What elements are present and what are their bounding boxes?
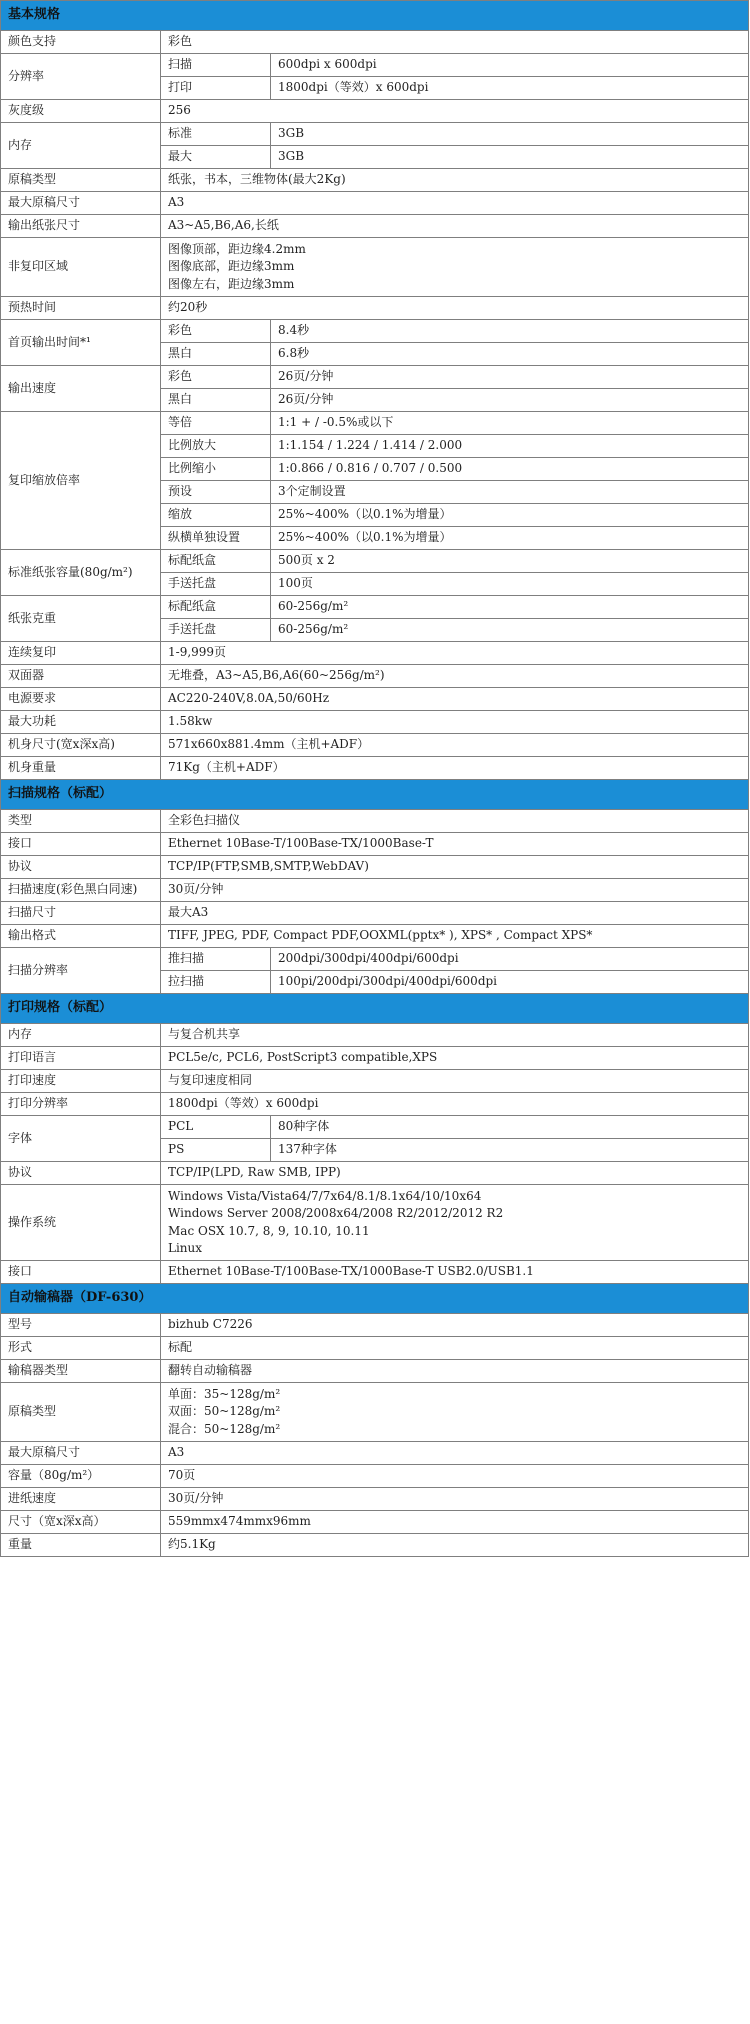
spec-row [1,192,749,215]
spec-label: 灰度级 [1,100,161,123]
spec-label: 打印语言 [1,1047,161,1070]
spec-row [1,925,749,948]
spec-label: 颜色支持 [1,31,161,54]
spec-label: 最大原稿尺寸 [1,1442,161,1465]
spec-row [1,1488,749,1511]
spec-label: 非复印区域 [1,238,161,297]
spec-value-line: 3GB [278,126,305,141]
spec-label: 机身重量 [1,757,161,780]
spec-label: 接口 [1,1261,161,1284]
spec-row [1,711,749,734]
spec-value-line: A3~A5,B6,A6,长纸 [168,218,279,233]
spec-value [271,54,749,77]
spec-value-line: Windows Server 2008/2008x64/2008 R2/2012/2012 R2 [168,1206,504,1221]
spec-value-line: 60-256g/m² [278,599,349,614]
spec-value-line: TCP/IP(FTP,SMB,SMTP,WebDAV) [168,859,369,874]
spec-value [161,297,749,320]
spec-value [271,123,749,146]
spec-value-line: 全彩色扫描仪 [168,813,241,828]
spec-value [161,1360,749,1383]
section-header-row [1,780,749,810]
spec-value [271,550,749,573]
spec-value [271,343,749,366]
spec-label: 标准纸张容量(80g/m²) [1,550,161,596]
spec-value-line: 25%~400%（以0.1%为增量） [278,530,452,545]
spec-value-line: 200dpi/300dpi/400dpi/600dpi [278,951,459,966]
spec-value [271,77,749,100]
spec-label: 型号 [1,1314,161,1337]
spec-value-line: 1:1 + / -0.5%或以下 [278,415,394,430]
spec-value-line: 70页 [168,1468,196,1483]
spec-value [161,665,749,688]
spec-row [1,1070,749,1093]
spec-label: 原稿类型 [1,169,161,192]
spec-value [161,1024,749,1047]
spec-value [161,711,749,734]
spec-value [161,1465,749,1488]
spec-value [161,1261,749,1284]
spec-value-line: 单面：35~128g/m² [168,1387,281,1402]
spec-row [1,1337,749,1360]
spec-label: 分辨率 [1,54,161,100]
spec-value [271,619,749,642]
spec-sublabel: PCL [161,1116,271,1139]
spec-value-line: 1800dpi（等效）x 600dpi [278,80,429,95]
spec-row [1,1116,749,1139]
spec-value-line: TCP/IP(LPD, Raw SMB, IPP) [168,1165,341,1180]
spec-value [161,1162,749,1185]
spec-sublabel: 手送托盘 [161,619,271,642]
spec-row [1,412,749,435]
spec-label: 输出格式 [1,925,161,948]
spec-sublabel: 预设 [161,481,271,504]
spec-row [1,1047,749,1070]
spec-row [1,1511,749,1534]
spec-row [1,169,749,192]
spec-value-line: 1800dpi（等效）x 600dpi [168,1096,319,1111]
spec-sublabel: 手送托盘 [161,573,271,596]
spec-row [1,642,749,665]
spec-sublabel: 标准 [161,123,271,146]
spec-row [1,1185,749,1261]
spec-row [1,31,749,54]
spec-row [1,665,749,688]
spec-value-line: 1:0.866 / 0.816 / 0.707 / 0.500 [278,461,463,476]
spec-sublabel: 打印 [161,77,271,100]
spec-row [1,366,749,389]
spec-label: 原稿类型 [1,1383,161,1442]
spec-value-line: 559mmx474mmx96mm [168,1514,311,1529]
spec-value [271,596,749,619]
spec-value-line: 图像底部，距边缘3mm [168,259,295,274]
spec-value-line: 8.4秒 [278,323,310,338]
spec-value-line: bizhub C7226 [168,1317,253,1332]
spec-row [1,757,749,780]
spec-value-line: 26页/分钟 [278,392,334,407]
spec-value [271,146,749,169]
spec-value-line: 3个定制设置 [278,484,346,499]
spec-sublabel: 最大 [161,146,271,169]
spec-value-line: 纸张，书本，三维物体(最大2Kg) [168,172,346,187]
spec-row [1,1162,749,1185]
spec-value-line: Ethernet 10Base-T/100Base-TX/1000Base-T [168,836,434,851]
spec-label: 接口 [1,833,161,856]
spec-row [1,856,749,879]
spec-label: 双面器 [1,665,161,688]
spec-value [161,1383,749,1442]
spec-value [161,1070,749,1093]
spec-row [1,810,749,833]
spec-value-line: PCL5e/c, PCL6, PostScript3 compatible,XPS [168,1050,438,1065]
spec-label: 输出速度 [1,366,161,412]
spec-value-line: 最大A3 [168,905,209,920]
spec-label: 内存 [1,123,161,169]
spec-value [161,833,749,856]
spec-sublabel: 标配纸盒 [161,596,271,619]
spec-value [161,1047,749,1070]
spec-row [1,902,749,925]
spec-value-line: 1-9,999页 [168,645,227,660]
spec-value [161,1093,749,1116]
section-header: 基本规格 [1,1,749,31]
spec-value-line: 约5.1Kg [168,1537,216,1552]
spec-label: 类型 [1,810,161,833]
spec-sublabel: 拉扫描 [161,971,271,994]
spec-value-line: 26页/分钟 [278,369,334,384]
spec-value [161,1185,749,1261]
spec-value [161,100,749,123]
spec-value-line: 双面：50~128g/m² [168,1404,281,1419]
spec-label: 机身尺寸(宽x深x高) [1,734,161,757]
spec-value-line: 100pi/200dpi/300dpi/400dpi/600dpi [278,974,498,989]
spec-label: 扫描尺寸 [1,902,161,925]
spec-row [1,1024,749,1047]
spec-label: 扫描分辨率 [1,948,161,994]
spec-row [1,1360,749,1383]
spec-sublabel: PS [161,1139,271,1162]
spec-value [271,971,749,994]
spec-sublabel: 黑白 [161,389,271,412]
spec-value [271,573,749,596]
spec-row [1,238,749,297]
spec-value [271,435,749,458]
spec-value-line: 图像顶部，距边缘4.2mm [168,242,306,257]
spec-value-line: 137种字体 [278,1142,337,1157]
spec-value [271,366,749,389]
spec-value-line: 256 [168,103,191,118]
spec-value-line: Mac OSX 10.7, 8, 9, 10.10, 10.11 [168,1223,370,1238]
spec-value-line: 600dpi x 600dpi [278,57,377,72]
spec-value [161,688,749,711]
spec-value [161,902,749,925]
spec-label: 电源要求 [1,688,161,711]
spec-row [1,1383,749,1442]
spec-label: 预热时间 [1,297,161,320]
section-header: 打印规格（标配） [1,994,749,1024]
spec-value [271,320,749,343]
spec-value [161,1511,749,1534]
spec-label: 操作系统 [1,1185,161,1261]
spec-row [1,688,749,711]
spec-value-line: 3GB [278,149,305,164]
spec-value [271,948,749,971]
spec-sublabel: 标配纸盒 [161,550,271,573]
spec-value [161,810,749,833]
spec-label: 首页输出时间*¹ [1,320,161,366]
spec-value-line: 无堆叠，A3~A5,B6,A6(60~256g/m²) [168,668,385,683]
spec-sublabel: 扫描 [161,54,271,77]
spec-row [1,100,749,123]
spec-row [1,215,749,238]
spec-value [161,1488,749,1511]
spec-value-line: Windows Vista/Vista64/7/7x64/8.1/8.1x64/10/10x64 [168,1189,482,1204]
spec-sublabel: 纵横单独设置 [161,527,271,550]
spec-value-line: 25%~400%（以0.1%为增量） [278,507,452,522]
spec-row [1,123,749,146]
spec-label: 纸张克重 [1,596,161,642]
spec-value [161,734,749,757]
spec-label: 形式 [1,1337,161,1360]
spec-value [161,1337,749,1360]
spec-value [271,527,749,550]
spec-value-line: 彩色 [168,34,193,49]
spec-value-line: 翻转自动输稿器 [168,1363,253,1378]
spec-sublabel: 比例放大 [161,435,271,458]
spec-row [1,833,749,856]
spec-value-line: TIFF, JPEG, PDF, Compact PDF,OOXML(pptx* ), XPS* , Compact XPS* [168,928,593,943]
spec-sublabel: 彩色 [161,320,271,343]
spec-value-line: A3 [168,195,185,210]
spec-value [161,31,749,54]
spec-sublabel: 推扫描 [161,948,271,971]
spec-label: 复印缩放倍率 [1,412,161,550]
spec-label: 输稿器类型 [1,1360,161,1383]
section-header: 自动输稿器（DF-630） [1,1284,749,1314]
spec-value [161,925,749,948]
spec-label: 最大功耗 [1,711,161,734]
spec-value [271,504,749,527]
spec-value [161,238,749,297]
spec-row [1,297,749,320]
spec-value-line: 1.58kw [168,714,213,729]
spec-value-line: 571x660x881.4mm（主机+ADF） [168,737,370,752]
spec-value [271,1139,749,1162]
spec-row [1,54,749,77]
spec-row [1,1093,749,1116]
spec-label: 字体 [1,1116,161,1162]
spec-label: 进纸速度 [1,1488,161,1511]
spec-value-line: 80种字体 [278,1119,330,1134]
spec-value-line: 71Kg（主机+ADF） [168,760,285,775]
spec-value-line: AC220-240V,8.0A,50/60Hz [168,691,330,706]
spec-label: 打印速度 [1,1070,161,1093]
spec-value-line: 与复合机共享 [168,1027,241,1042]
spec-value [161,879,749,902]
spec-sublabel: 彩色 [161,366,271,389]
spec-label: 重量 [1,1534,161,1557]
spec-label: 容量（80g/m²） [1,1465,161,1488]
spec-value [161,1314,749,1337]
spec-row [1,879,749,902]
spec-value [161,1534,749,1557]
spec-label: 打印分辨率 [1,1093,161,1116]
spec-label: 协议 [1,856,161,879]
spec-value [161,215,749,238]
spec-value-line: 100页 [278,576,313,591]
spec-row [1,550,749,573]
spec-value [271,1116,749,1139]
spec-row [1,1261,749,1284]
spec-value-line: 60-256g/m² [278,622,349,637]
spec-row [1,1465,749,1488]
spec-value [271,481,749,504]
spec-value-line: Ethernet 10Base-T/100Base-TX/1000Base-T USB2.0/USB1.1 [168,1264,534,1279]
spec-sublabel: 比例缩小 [161,458,271,481]
spec-value [161,757,749,780]
spec-label: 扫描速度(彩色黑白同速) [1,879,161,902]
spec-value [271,458,749,481]
spec-value [161,192,749,215]
section-header-row [1,1284,749,1314]
spec-value-line: 标配 [168,1340,193,1355]
spec-label: 协议 [1,1162,161,1185]
spec-row [1,948,749,971]
spec-label: 连续复印 [1,642,161,665]
spec-row [1,320,749,343]
spec-value [161,1442,749,1465]
spec-row [1,1442,749,1465]
spec-row [1,734,749,757]
spec-row [1,596,749,619]
spec-value-line: 30页/分钟 [168,1491,224,1506]
spec-label: 最大原稿尺寸 [1,192,161,215]
spec-label: 输出纸张尺寸 [1,215,161,238]
spec-value-line: 与复印速度相同 [168,1073,253,1088]
spec-sublabel: 等倍 [161,412,271,435]
spec-value [161,169,749,192]
spec-row [1,1314,749,1337]
spec-value-line: A3 [168,1445,185,1460]
spec-value [161,642,749,665]
section-header-row [1,1,749,31]
spec-value-line: Linux [168,1240,203,1255]
section-header-row [1,994,749,1024]
spec-value-line: 图像左右，距边缘3mm [168,276,295,291]
spec-value [161,856,749,879]
spec-value [271,389,749,412]
spec-row [1,1534,749,1557]
spec-value-line: 30页/分钟 [168,882,224,897]
spec-value-line: 混合：50~128g/m² [168,1421,281,1436]
spec-value [271,412,749,435]
spec-label: 内存 [1,1024,161,1047]
spec-value-line: 500页 x 2 [278,553,335,568]
spec-value-line: 1:1.154 / 1.224 / 1.414 / 2.000 [278,438,463,453]
spec-value-line: 6.8秒 [278,346,310,361]
spec-sublabel: 黑白 [161,343,271,366]
spec-value-line: 约20秒 [168,300,208,315]
spec-label: 尺寸（宽x深x高） [1,1511,161,1534]
spec-sublabel: 缩放 [161,504,271,527]
section-header: 扫描规格（标配） [1,780,749,810]
